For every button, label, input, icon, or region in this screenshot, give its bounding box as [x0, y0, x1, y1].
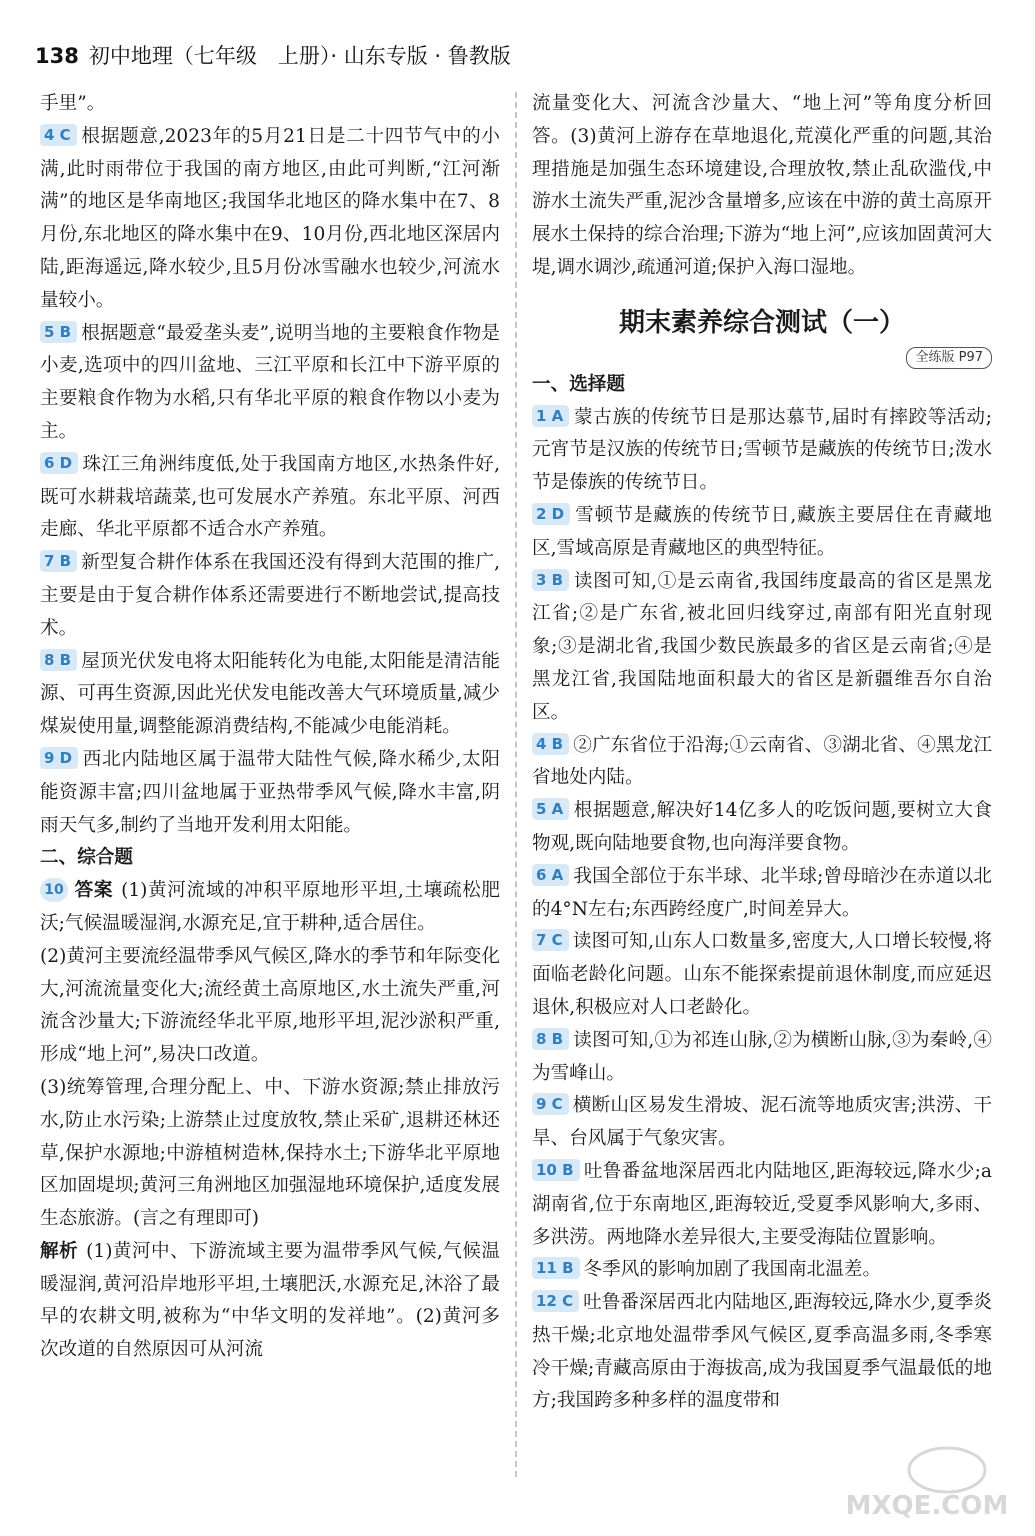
page-number: 138 [35, 44, 79, 68]
question-number-badge: 10 [40, 878, 68, 902]
answer-badge: 1 A [532, 405, 569, 427]
paragraph: (2)黄河主要流经温带季风气候区,降水的季节和年际变化大,河流流量变化大;流经黄土高原地区,水土流失严重,河流含沙量大;下游流经华北平原,地形平坦,泥沙淤积严重,形成“地上河”,易决口改道。 [40, 945, 500, 1066]
answer-badge: 8 B [532, 1028, 569, 1050]
answer-explanation: 读图可知,山东人口数量多,密度大,人口增长较慢,将面临老龄化问题。山东不能探索提前退休制度,而应延迟退休,积极应对人口老龄化。 [532, 931, 992, 1018]
answer-block [40, 875, 500, 941]
left-column [40, 88, 500, 1367]
page-header [35, 36, 511, 76]
answer-badge: 5 B [40, 321, 77, 343]
analysis-label: 解析 [40, 1240, 79, 1262]
answer-item [532, 1025, 992, 1091]
answer-explanation: 西北内陆地区属于温带大陆性气候,降水稀少,太阳能资源丰富;四川盆地属于亚热带季风气候,降水丰富,阴雨天气多,制约了当地开发利用太阳能。 [40, 748, 500, 836]
column-divider [515, 92, 517, 1477]
answer-explanation: 屋顶光伏发电将太阳能转化为电能,太阳能是清洁能源、可再生资源,因此光伏发电能改善大气环境质量,减少煤炭使用量,调整能源消费结构,不能减少电能消耗。 [40, 650, 500, 738]
answer-explanation: 珠江三角洲纬度低,处于我国南方地区,水热条件好,既可水耕栽培蔬菜,也可发展水产养殖。东北平原、河西走廊、华北平原都不适合水产养殖。 [40, 453, 500, 541]
answer-item [40, 318, 500, 449]
answer-badge: 6 D [40, 452, 78, 474]
answer-item [532, 566, 992, 730]
answer-badge: 3 B [532, 569, 569, 591]
answer-explanation: 我国全部位于东半球、北半球;曾母暗沙在赤道以北的4°N左右;东西跨经度广,时间差异大。 [532, 865, 992, 920]
paragraph: 流量变化大、河流含沙量大、“地上河”等角度分析回答。(3)黄河上游存在草地退化,荒漠化严重的问题,其治理措施是加强生态环境建设,合理放牧,禁止乱砍滥伐,中游水土流失严重,泥沙含量增多,应该在中游的黄土高原开展水土保持的综合治理;下游为“地上河”,应该加固黄河大堤,调水调沙,疏通河道;保护入海口湿地。 [532, 93, 992, 278]
answer-item [532, 1090, 992, 1156]
answer-badge: 6 A [532, 864, 569, 886]
answer-item [40, 547, 500, 645]
answer-badge: 9 C [532, 1093, 569, 1115]
block-text: (1)黄河中、下游流域主要为温带季风气候,气候温暖湿润,黄河沿岸地形平坦,土壤肥沃,水源充足,沐浴了最早的农耕文明,被称为“中华文明的发祥地”。(2)黄河多次改道的自然原因可从河流 [40, 1240, 500, 1361]
answer-item [40, 121, 500, 318]
answer-explanation: 冬季风的影响加剧了我国南北温差。 [583, 1259, 882, 1281]
answer-explanation: 蒙古族的传统节日是那达慕节,届时有摔跤等活动;元宵节是汉族的传统节日;雪顿节是藏族的传统节日;泼水节是傣族的传统节日。 [532, 406, 992, 494]
answer-item [532, 1287, 992, 1418]
answer-explanation: 根据题意,解决好14亿多人的吃饭问题,要树立大食物观,既向陆地要食物,也向海洋要食物。 [532, 800, 992, 854]
answer-badge: 11 B [532, 1257, 580, 1279]
answer-item [532, 795, 992, 861]
answer-explanation: 新型复合耕作体系在我国还没有得到大范围的推广,主要是由于复合耕作体系还需要进行不断地尝试,提高技术。 [40, 552, 500, 639]
answer-explanation: 横断山区易发生滑坡、泥石流等地质灾害;洪涝、干旱、台风属于气象灾害。 [532, 1095, 992, 1150]
answer-explanation: 吐鲁番深居西北内陆地区,距海较远,降水少,夏季炎热干燥;北京地处温带季风气候区,夏季高温多雨,冬季寒冷干燥;青藏高原由于海拔高,成为我国夏季气温最低的地方;我国跨多种多样的温度带和 [532, 1292, 992, 1412]
answer-badge: 8 B [40, 649, 77, 671]
reference-tag: 全练版 P97 [906, 347, 992, 369]
answer-item [40, 744, 500, 842]
answer-item [532, 926, 992, 1024]
section-heading: 二、综合题 [40, 847, 133, 869]
answer-badge: 7 B [40, 550, 77, 572]
answer-badge: 2 D [532, 503, 570, 525]
watermark-logo-icon [837, 1442, 1017, 1522]
answer-item [532, 861, 992, 927]
paragraph: 手里”。 [40, 93, 106, 114]
answer-explanation: 雪顿节是藏族的传统节日,藏族主要居住在青藏地区,雪域高原是青藏地区的典型特征。 [532, 504, 992, 559]
answer-label: 答案 [74, 880, 114, 902]
answer-item [532, 500, 992, 566]
answer-item [40, 646, 500, 744]
answer-badge: 12 C [532, 1290, 579, 1312]
watermark-text: MXQE.COM [845, 1491, 1009, 1521]
answer-explanation: 根据题意,2023年的5月21日是二十四节气中的小满,此时雨带位于我国的南方地区,由此可判断,“江河渐满”的地区是华南地区;我国华北地区的降水集中在7、8月份,东北地区的降水集中在9、10月份,西北地区深居内陆,距海遥远,降水较少,且5月份冰雪融水也较少,河流水量较小。 [40, 125, 500, 311]
exam-title: 期末素养综合测试（一） [618, 307, 905, 338]
answer-explanation: 读图可知,①是云南省,我国纬度最高的省区是黑龙江省;②是广东省,被北回归线穿过,南部有阳光直射现象;③是湖北省,我国少数民族最多的省区是云南省;④是黑龙江省,我国陆地面积最大的省区是新疆维吾尔自治区。 [532, 570, 992, 723]
answer-explanation: 根据题意“最爱垄头麦”,说明当地的主要粮食作物是小麦,选项中的四川盆地、三江平原和长江中下游平原的主要粮食作物为水稻,只有华北平原的粮食作物以小麦为主。 [40, 322, 500, 442]
answer-badge: 10 B [532, 1159, 580, 1181]
book-title: 初中地理（七年级 上册）· 山东专版 · 鲁教版 [88, 44, 511, 68]
answer-explanation: ②广东省位于沿海;①云南省、③湖北省、④黑龙江省地处内陆。 [532, 734, 992, 789]
right-column [532, 88, 992, 1418]
answer-item [532, 1254, 992, 1287]
section-heading: 一、选择题 [532, 373, 625, 395]
answer-explanation: 读图可知,①为祁连山脉,②为横断山脉,③为秦岭,④为雪峰山。 [532, 1029, 992, 1084]
paragraph: (3)统筹管理,合理分配上、中、下游水资源;禁止排放污水,防止水污染;上游禁止过度放牧,禁止采矿,退耕还林还草,保护水源地;中游植树造林,保持水土;下游华北平原地区加固堤坝;黄河三角洲地区加强湿地环境保护,适度发展生态旅游。(言之有理即可) [40, 1076, 500, 1230]
answer-badge: 5 A [532, 798, 569, 820]
answer-explanation: 吐鲁番盆地深居西北内陆地区,距海较远,降水少;a湖南省,位于东南地区,距海较近,受夏季风影响大,多雨、多洪涝。两地降水差异很大,主要受海陆位置影响。 [532, 1160, 992, 1248]
answer-item [532, 402, 992, 500]
reference-tag-row [532, 345, 992, 369]
answer-badge: 9 D [40, 747, 78, 769]
answer-badge: 4 B [532, 733, 569, 755]
answer-item [532, 1156, 992, 1254]
answer-item [40, 449, 500, 547]
block-text: (1)黄河流域的冲积平原地形平坦,土壤疏松肥沃;气候温暖湿润,水源充足,宜于耕种,适合居住。 [40, 880, 500, 934]
answer-badge: 4 C [40, 124, 77, 146]
analysis-block [40, 1236, 500, 1367]
answer-badge: 7 C [532, 929, 569, 951]
answer-item [532, 730, 992, 796]
